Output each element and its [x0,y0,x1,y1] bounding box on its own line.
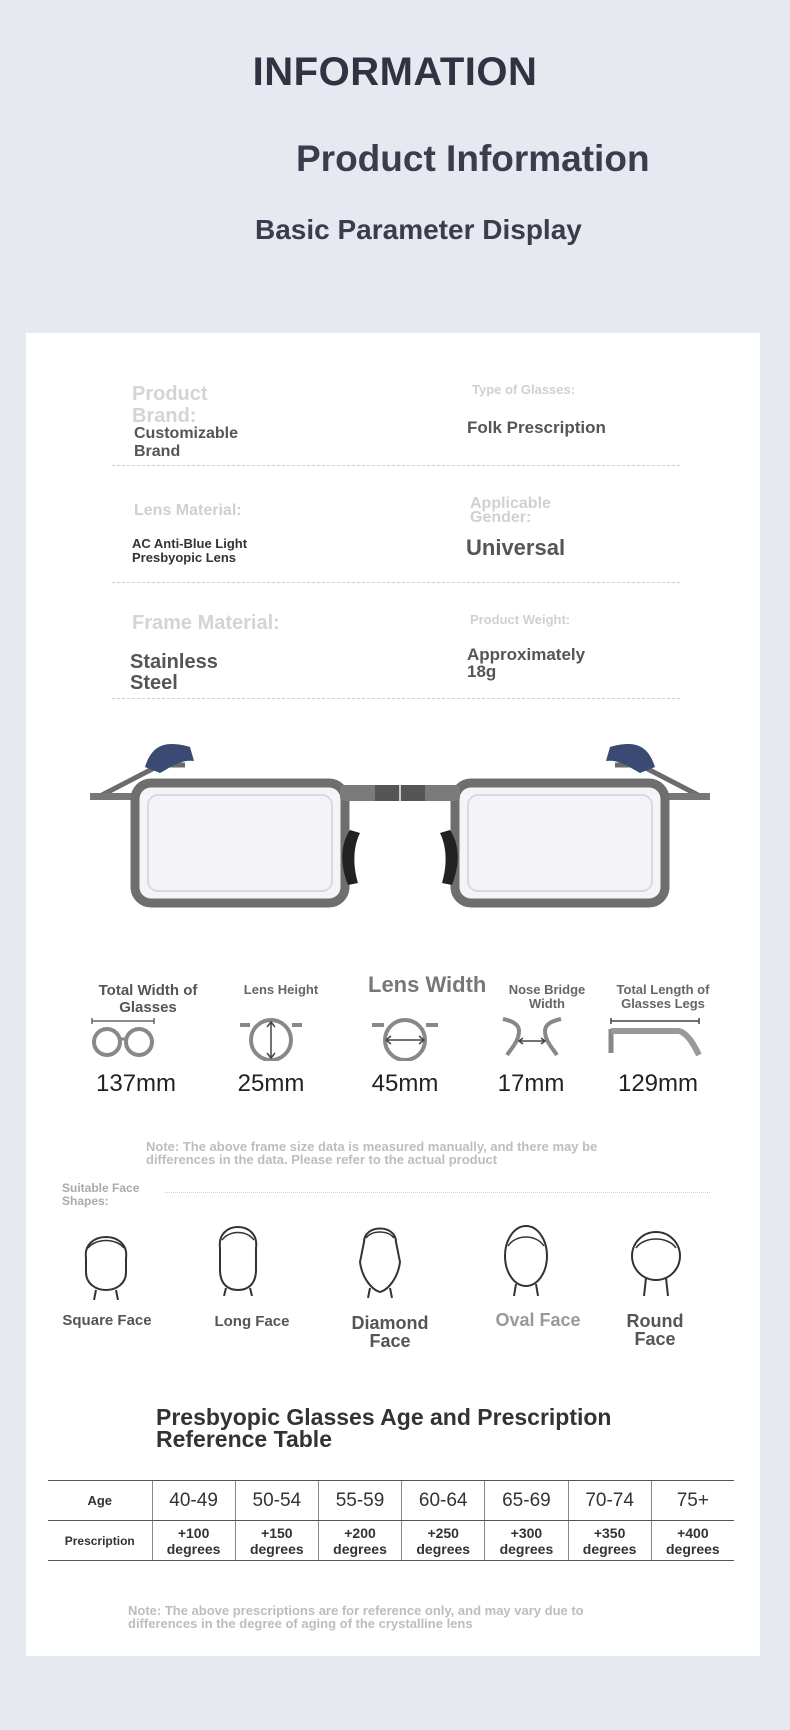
face-label-diamond: Diamond Face [351,1313,429,1351]
param-value-frame-material: Stainless Steel [130,651,218,694]
frame-size-note: Note: The above frame size data is measured manually, and there may be differences in the data. Please refer to the actual product [146,1139,598,1167]
dim-label-leg-length: Total Length of Glasses Legs [616,982,710,1011]
basic-parameter-heading: Basic Parameter Display [255,214,582,245]
age-prescription-table [48,1480,734,1561]
param-label-brand: Product Brand: [132,383,208,427]
table-row-header: Age [48,1481,152,1521]
oval-face-icon [496,1216,556,1298]
table-cell: 65-69 [485,1481,568,1521]
face-label-round: Round Face [626,1311,684,1349]
folding-glasses-image [90,735,710,925]
table-row-header: Prescription [48,1521,152,1561]
table-cell: +400 degrees [651,1521,734,1561]
lens-width-icon [370,1015,440,1061]
divider [112,582,680,583]
face-label-long: Long Face [214,1313,290,1330]
param-label-weight: Product Weight: [470,612,571,627]
lens-height-icon [236,1015,306,1061]
table-cell: +150 degrees [235,1521,318,1561]
param-label-lens-material: Lens Material: [134,502,242,519]
divider [165,1192,710,1193]
param-value-gender: Universal [466,535,566,560]
table-row-age [48,1481,734,1521]
table-cell: 75+ [651,1481,734,1521]
table-row-prescription [48,1521,734,1561]
prescription-note: Note: The above prescriptions are for reference only, and may vary due to differences in the degree of aging of the crystalline lens [128,1603,584,1631]
param-value-weight: Approximately 18g [467,645,586,681]
square-face-icon [76,1218,136,1300]
table-cell: 55-59 [318,1481,401,1521]
table-cell: 70-74 [568,1481,651,1521]
param-value-type: Folk Prescription [467,418,606,437]
param-value-lens-material: AC Anti-Blue Light Presbyopic Lens [132,536,248,565]
dim-value-lens-width: 45mm [371,1070,439,1097]
nose-bridge-icon [497,1015,567,1061]
total-width-icon [88,1015,158,1061]
divider [112,698,680,699]
dim-label-total-width: Total Width of Glasses [98,982,198,1016]
table-cell: +100 degrees [152,1521,235,1561]
product-information-heading: Product Information [296,138,650,179]
table-cell: 50-54 [235,1481,318,1521]
param-label-gender: Applicable Gender: [470,495,551,526]
page-title: INFORMATION [252,50,538,94]
table-cell: 60-64 [402,1481,485,1521]
face-label-square: Square Face [62,1312,152,1329]
dim-value-lens-height: 25mm [237,1070,305,1097]
param-label-frame-material: Frame Material: [132,612,280,634]
table-cell: +350 degrees [568,1521,651,1561]
table-cell: +200 degrees [318,1521,401,1561]
table-cell: 40-49 [152,1481,235,1521]
divider [112,465,680,466]
dim-label-lens-width: Lens Width [368,972,487,997]
diamond-face-icon [350,1216,410,1298]
leg-length-icon [607,1015,703,1061]
reference-table-title: Presbyopic Glasses Age and Prescription Reference Table [156,1404,612,1452]
face-label-oval: Oval Face [495,1310,581,1330]
table-cell: +300 degrees [485,1521,568,1561]
dim-value-leg-length: 129mm [617,1070,699,1097]
dim-value-total-width: 137mm [95,1070,177,1097]
param-label-type: Type of Glasses: [472,382,576,397]
table-cell: +250 degrees [402,1521,485,1561]
round-face-icon [626,1216,686,1298]
dim-label-nose-bridge: Nose Bridge Width [508,982,586,1011]
face-shapes-title: Suitable Face Shapes: [62,1181,140,1208]
param-value-brand: Customizable Brand [134,425,239,460]
dim-value-nose-bridge: 17mm [497,1070,565,1097]
long-face-icon [208,1214,268,1296]
dim-label-lens-height: Lens Height [243,982,319,997]
